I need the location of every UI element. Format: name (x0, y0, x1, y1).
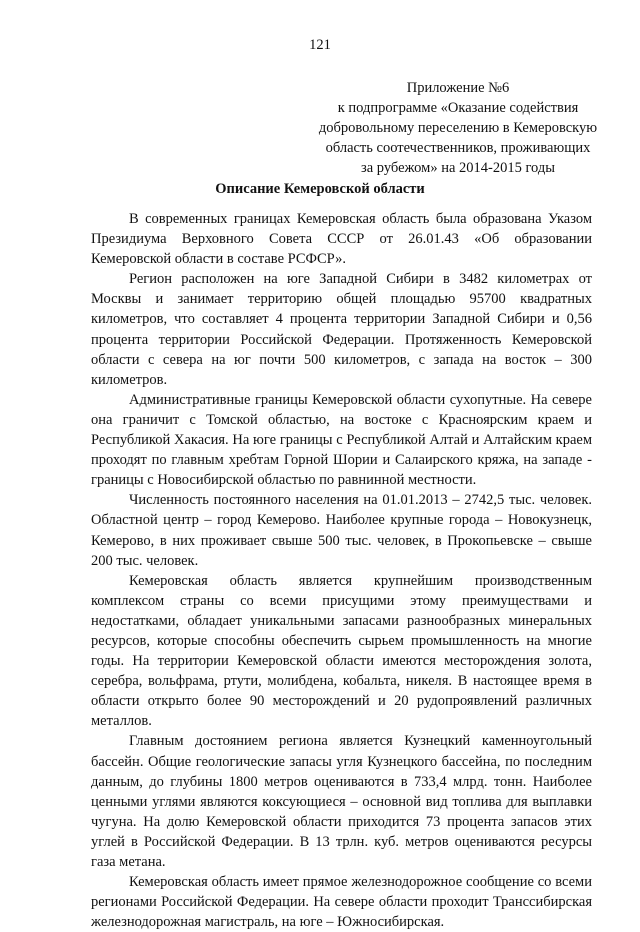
appendix-line: к подпрограмме «Оказание содействия (337, 100, 579, 116)
paragraph: Главным достоянием региона является Кузнецкий каменноугольный бассейн. Общие геологические запасы угля Кузнецкого бассейна, по последним данным, до глубины 1800 метров оцениваются в 733,4 млрд. тонн. Наиболее ценными углями являются коксующиеся – основной вид топлива для выплавки чугуна. На долю Кемеровской области приходится 73 процента запасов этих углей в Российской Федерации. В 13 трлн. куб. метров оцениваются ресурсы газа метана. (91, 733, 592, 870)
appendix-line: область соотечественников, проживающих (325, 140, 591, 156)
document-title: Описание Кемеровской области (215, 181, 425, 197)
appendix-line: добровольному переселению в Кемеровскую (318, 120, 598, 136)
paragraph: Численность постоянного населения на 01.01.2013 – 2742,5 тыс. человек. Областной центр – город Кемерово. Наиболее крупные города – Новокузнецк, Кемерово, в них проживает свыше 500 тыс. человек, в Прокопьевске – свыше 200 тыс. человек. (91, 492, 592, 569)
appendix-header (318, 78, 598, 178)
document-body (91, 209, 592, 932)
paragraph: Кемеровская область имеет прямое железнодорожное сообщение со всеми регионами Российской Федерации. На севере области проходит Транссибирская железнодорожная магистраль, на юге – Южносибирская. (91, 874, 592, 931)
paragraph: В современных границах Кемеровская область была образована Указом Президиума Верховного Совета СССР от 26.01.43 «Об образовании Кемеровской области в составе РСФСР». (91, 211, 592, 268)
paragraph: Административные границы Кемеровской области сухопутные. На севере она граничит с Томской областью, на востоке с Красноярским краем и Республикой Хакасия. На юге границы с Республикой Алтай и Алтайским краем проходят по главным хребтам Горной Шории и Салаирского кряжа, на западе - границы с Новосибирской областью по равнинной местности. (91, 391, 592, 489)
appendix-line: за рубежом» на 2014-2015 годы (360, 160, 556, 176)
paragraph: Кемеровская область является крупнейшим производственным комплексом страны со всеми присущими этому преимуществами и недостатками, обладает уникальными запасами разнообразных минеральных ресурсов, которые способны обеспечить сырьем промышленность на многие годы. На территории Кемеровской области имеются месторождения золота, серебра, вольфрама, ртути, молибдена, кобальта, никеля. В настоящее время в области открыто более 90 месторождений и 20 рудопроявлений различных металлов. (91, 572, 592, 730)
paragraph: Регион расположен на юге Западной Сибири в 3482 километрах от Москвы и занимает территорию общей площадью 95700 квадратных километров, что составляет 4 процента территории Западной Сибири и 0,56 процента территории Российской Федерации. Протяженность Кемеровской области с севера на юг почти 500 километров, с запада на восток – 300 километров. (91, 271, 592, 388)
appendix-line: Приложение №6 (406, 80, 510, 96)
page-number: 121 (309, 37, 331, 53)
